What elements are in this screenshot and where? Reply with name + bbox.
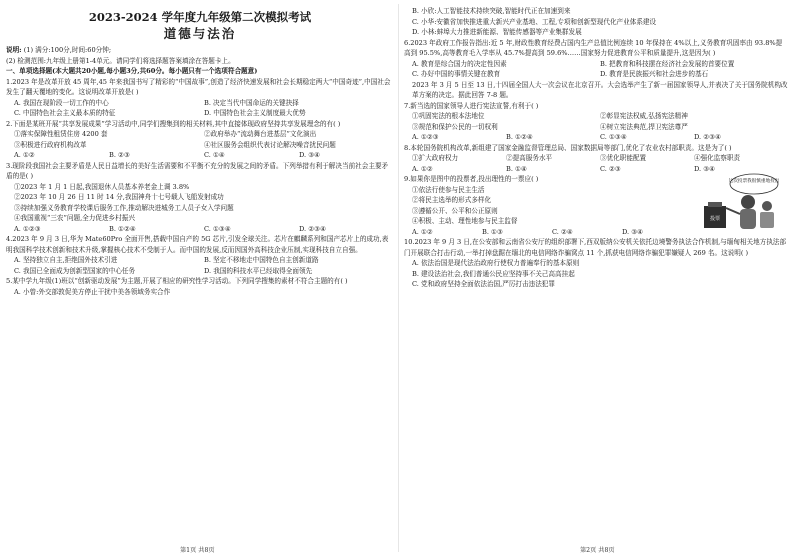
item-4: ④积极、主动、理性地参与民主监督 <box>412 217 518 225</box>
instructions <box>6 45 394 56</box>
speech-bubble-text: 这次投票我很慎重地投出 <box>728 179 780 184</box>
option-c: C. ②④ <box>552 227 573 236</box>
question-2-options <box>6 150 394 161</box>
item-1: ①巩固宪法的根本法地位 <box>412 112 485 120</box>
option-b: B. 坚定不移地走中国特色自主创新道路 <box>204 256 319 264</box>
item-2: ②将民主选举的形式多样化 <box>412 196 492 204</box>
option-c: C. ①④ <box>204 151 225 159</box>
question-7-8-intro: 2023 年 3 月 5 日至 13 日,十四届全国人大一次会议在北京召开。大会选举产生了新一届国家领导人,并表决了关于国务院机构改革方案的决定。据此回答 7-8 题。 <box>412 80 788 99</box>
option-a: A. ①② <box>14 151 35 159</box>
section-heading: 一、单项选择题(本大题共20小题,每小题3分,共60分。每小题只有一个选项符合题意) <box>6 67 258 75</box>
option-b: B. ①④ <box>506 164 527 173</box>
question-9-options <box>404 227 692 238</box>
option-d: D. ③④ <box>622 227 644 236</box>
question-5-stem: 5.某中学九年级(1)班以“创新驱动发展”为主题,开展了相应的研究性学习活动。下列同学搜集的素材不符合主题的有( ) <box>6 277 348 285</box>
question-1-options-row1 <box>6 98 394 109</box>
option-a: A. ①② <box>412 164 433 173</box>
question-1-options-row2 <box>6 108 394 119</box>
page-number-right: 第2页 共8页 <box>580 547 615 554</box>
question-7-items-row2 <box>404 122 788 133</box>
question-10-stem: 10.2023 年 9 月 3 日,在公安部和云南省公安厅的组织部署下,西双版纳公安机关依托边境警务执法合作机制,与缅甸相关地方执法部门开展联合打击行动,一举打掉盘踞在缅北的电信网络诈骗窝点 11 个,抓获电信网络诈骗犯罪嫌疑人 269 名。这说明( ) <box>404 238 787 257</box>
option-d: D. 教育是民族振兴和社会进步的基石 <box>600 70 709 78</box>
ballot-box-label: 投票 <box>709 216 721 222</box>
option-a: A. 我国在现阶段一切工作的中心 <box>14 98 109 107</box>
question-2-items-row1 <box>6 129 394 140</box>
question-9-stem: 9.如果你是图中的投票者,投出理性的一票应( ) <box>404 175 539 183</box>
option-b: B. 把教育和科技摆在经济社会发展的首要位置 <box>600 59 735 68</box>
option-b: B. 决定当代中国命运的关键抉择 <box>204 98 299 107</box>
item-3: ③持续加强义务教育学校课后服务工作,推动解决进城务工人员子女入学问题 <box>14 203 234 212</box>
right-column <box>404 6 788 290</box>
question-3-options <box>6 224 394 235</box>
option-a: A. 依法治国是现代法治政府行使权力普遍奉行的基本原则 <box>412 259 580 267</box>
option-c: C. ①③④ <box>600 133 627 141</box>
option-a: A. ①②③ <box>14 224 41 233</box>
question-4-stem: 4.2023 年 9 月 3 日,华为 Mate60Pro 全面开售,搭载中国自产的 5G 芯片,引发全球关注。芯片在麒麟系列和国产芯片上的成功,表明我国科学技术创新和技术升级,掌握核心技术不受制于人。而中国的发展,反而因国外高科技企业压制,实现科技自立自强。 <box>6 235 389 254</box>
item-2: ②提高服务水平 <box>506 154 553 162</box>
option-d: D. ②③④ <box>299 224 326 233</box>
question-3-stem: 3.现阶段我国社会主要矛盾是人民日益增长的美好生活需要和不平衡不充分的发展之间的矛盾。下列举措有利于解决当前社会主要矛盾的是( ) <box>6 161 389 180</box>
option-c: C. 党和政府坚持全面依法治国,严厉打击违法犯罪 <box>412 280 555 288</box>
item-1: ①落实保障性租赁住房 4200 套 <box>14 130 108 138</box>
question-8-items <box>404 153 788 164</box>
item-1: ①依法行使参与民主生活 <box>412 185 485 194</box>
item-3: ③优化职能配置 <box>600 154 647 162</box>
option-a: A. 教育是综合国力的决定性因素 <box>412 59 507 68</box>
option-c: C. 中国特色社会主义最本质的特征 <box>14 109 116 117</box>
option-d: D. ②③④ <box>694 133 721 141</box>
item-2: ②政府举办“流动舞台进基层”文化演出 <box>204 130 317 138</box>
option-d: D. 中国特色社会主义制度最大优势 <box>204 109 306 117</box>
option-d: D. 小林:蚌埠大力推进新能源、智能传感器等产业集群发展 <box>412 28 582 36</box>
option-b: B. ②③ <box>109 151 130 159</box>
question-4-options-row1 <box>6 255 394 266</box>
item-4: ④树立宪法典范,捍卫宪法尊严 <box>600 122 688 131</box>
question-6-options-row2 <box>404 69 788 80</box>
option-b: B. ①②④ <box>109 224 136 233</box>
question-8-stem: 8.本轮国务院机构改革,新组建了国家金融监督管理总局、国家数据局等部门,优化了农业农村部职责。这是为了( ) <box>404 143 732 152</box>
item-2: ②2023 年 10 月 26 日 11 时 14 分,我国神舟十七号载人飞船发射成功 <box>14 193 224 201</box>
question-7-items-row1 <box>404 111 788 122</box>
option-b: B. ①②④ <box>506 133 533 141</box>
question-7-options <box>404 132 788 143</box>
option-c: C. ①③④ <box>204 224 231 233</box>
item-3: ③积极进行政府机构改革 <box>14 140 87 149</box>
item-3: ③规范和保护公民的一切权利 <box>412 122 498 131</box>
question-4-options-row2 <box>6 266 394 277</box>
question-1-stem: 1.2023 年是改革开放 45 周年,45 年来我国书写了精彩的“中国故事”,创造了经济快速发展和社会长期稳定两大“中国奇迹”,中国社会发生了翻天覆地的变化。这说明改革开放是( ) <box>6 77 391 96</box>
option-a: A. ①② <box>412 227 433 236</box>
column-divider <box>398 4 399 552</box>
instructions-line2: (2) 检测范围:九年级上册第1-4单元。请同学们将选择题答案填涂在答题卡上。 <box>6 56 235 65</box>
subject-title: 道德与法治 <box>163 26 237 41</box>
question-2-items-row2 <box>6 140 394 151</box>
voter-head <box>741 195 755 209</box>
question-9 <box>404 174 788 237</box>
option-a: A. 小曾:外交部敦促美方停止干扰中美各领域务实合作 <box>14 287 171 296</box>
item-1: ①2023 年 1 月 1 日起,我国退休人员基本养老金上调 3.8% <box>14 182 190 191</box>
item-4: ④强化监察职责 <box>694 154 741 162</box>
option-b: B. 建设法治社会,我们普通公民应坚持事不关己高高挂起 <box>412 269 575 278</box>
instructions-line1: (1) 满分:100分,时间:60分钟; <box>23 46 112 54</box>
page-number-left: 第1页 共8页 <box>180 547 215 554</box>
item-4: ④社区服务会组织代表讨论解决噪音扰民问题 <box>204 140 336 149</box>
option-c: C. 办好中国的事情关键在教育 <box>412 70 501 78</box>
voter-body <box>740 209 756 229</box>
option-d: D. ③④ <box>694 164 716 173</box>
voting-illustration <box>696 172 784 236</box>
item-2: ②彰显宪法权威,弘扬宪法精神 <box>600 112 688 120</box>
item-3: ③遵循公开、公平和公正原则 <box>412 206 498 215</box>
option-a: A. ①②③ <box>412 133 439 141</box>
option-d: D. ③④ <box>299 151 321 159</box>
question-2-stem: 2.下面是某班开展“共享发展成果”学习活动中,同学们搜集到的相关材料,其中直接体现政府坚持共享发展理念的有( ) <box>6 119 341 128</box>
question-6-options-row1 <box>404 59 788 70</box>
option-b: B. 小欣:人工智能技术持续突破,智能时代正在加速到来 <box>412 7 571 15</box>
option-c: C. 我国已全面成为创新型国家的中心任务 <box>14 266 136 275</box>
question-7-stem: 7.新当选的国家领导人进行宪法宣誓,有利于( ) <box>404 101 539 110</box>
instructions-label: 说明: <box>6 46 22 54</box>
option-c: C. ②③ <box>600 164 621 173</box>
option-d: D. 我国的科技水平已经取得全面领先 <box>204 266 313 275</box>
option-a: A. 坚持独立自主,拒绝国外技术引进 <box>14 256 118 264</box>
item-4: ④我国重视“三农”问题,全力促进乡村振兴 <box>14 214 135 222</box>
item-1: ①扩大政府权力 <box>412 154 459 162</box>
exam-title: 2023-2024 学年度九年级第二次模拟考试 <box>88 10 312 24</box>
question-6-stem: 6.2023 年政府工作报告指出:近 5 年,财政性教育经费占国内生产总值比例连续 10 年保持在 4%以上,义务教育巩固率由 93.8%提高到 95.5%,高等教育毛入学率从 45.7%提高到 59.6%……国家努力促进教育公平和质量提升,这是因为( ) <box>404 38 783 57</box>
left-column <box>6 6 394 297</box>
option-b: B. ①③ <box>482 227 503 236</box>
option-c: C. 小华:安徽省加快推进重大新兴产业基地、工程,专项和创新型现代化产业体系建设 <box>412 17 657 26</box>
